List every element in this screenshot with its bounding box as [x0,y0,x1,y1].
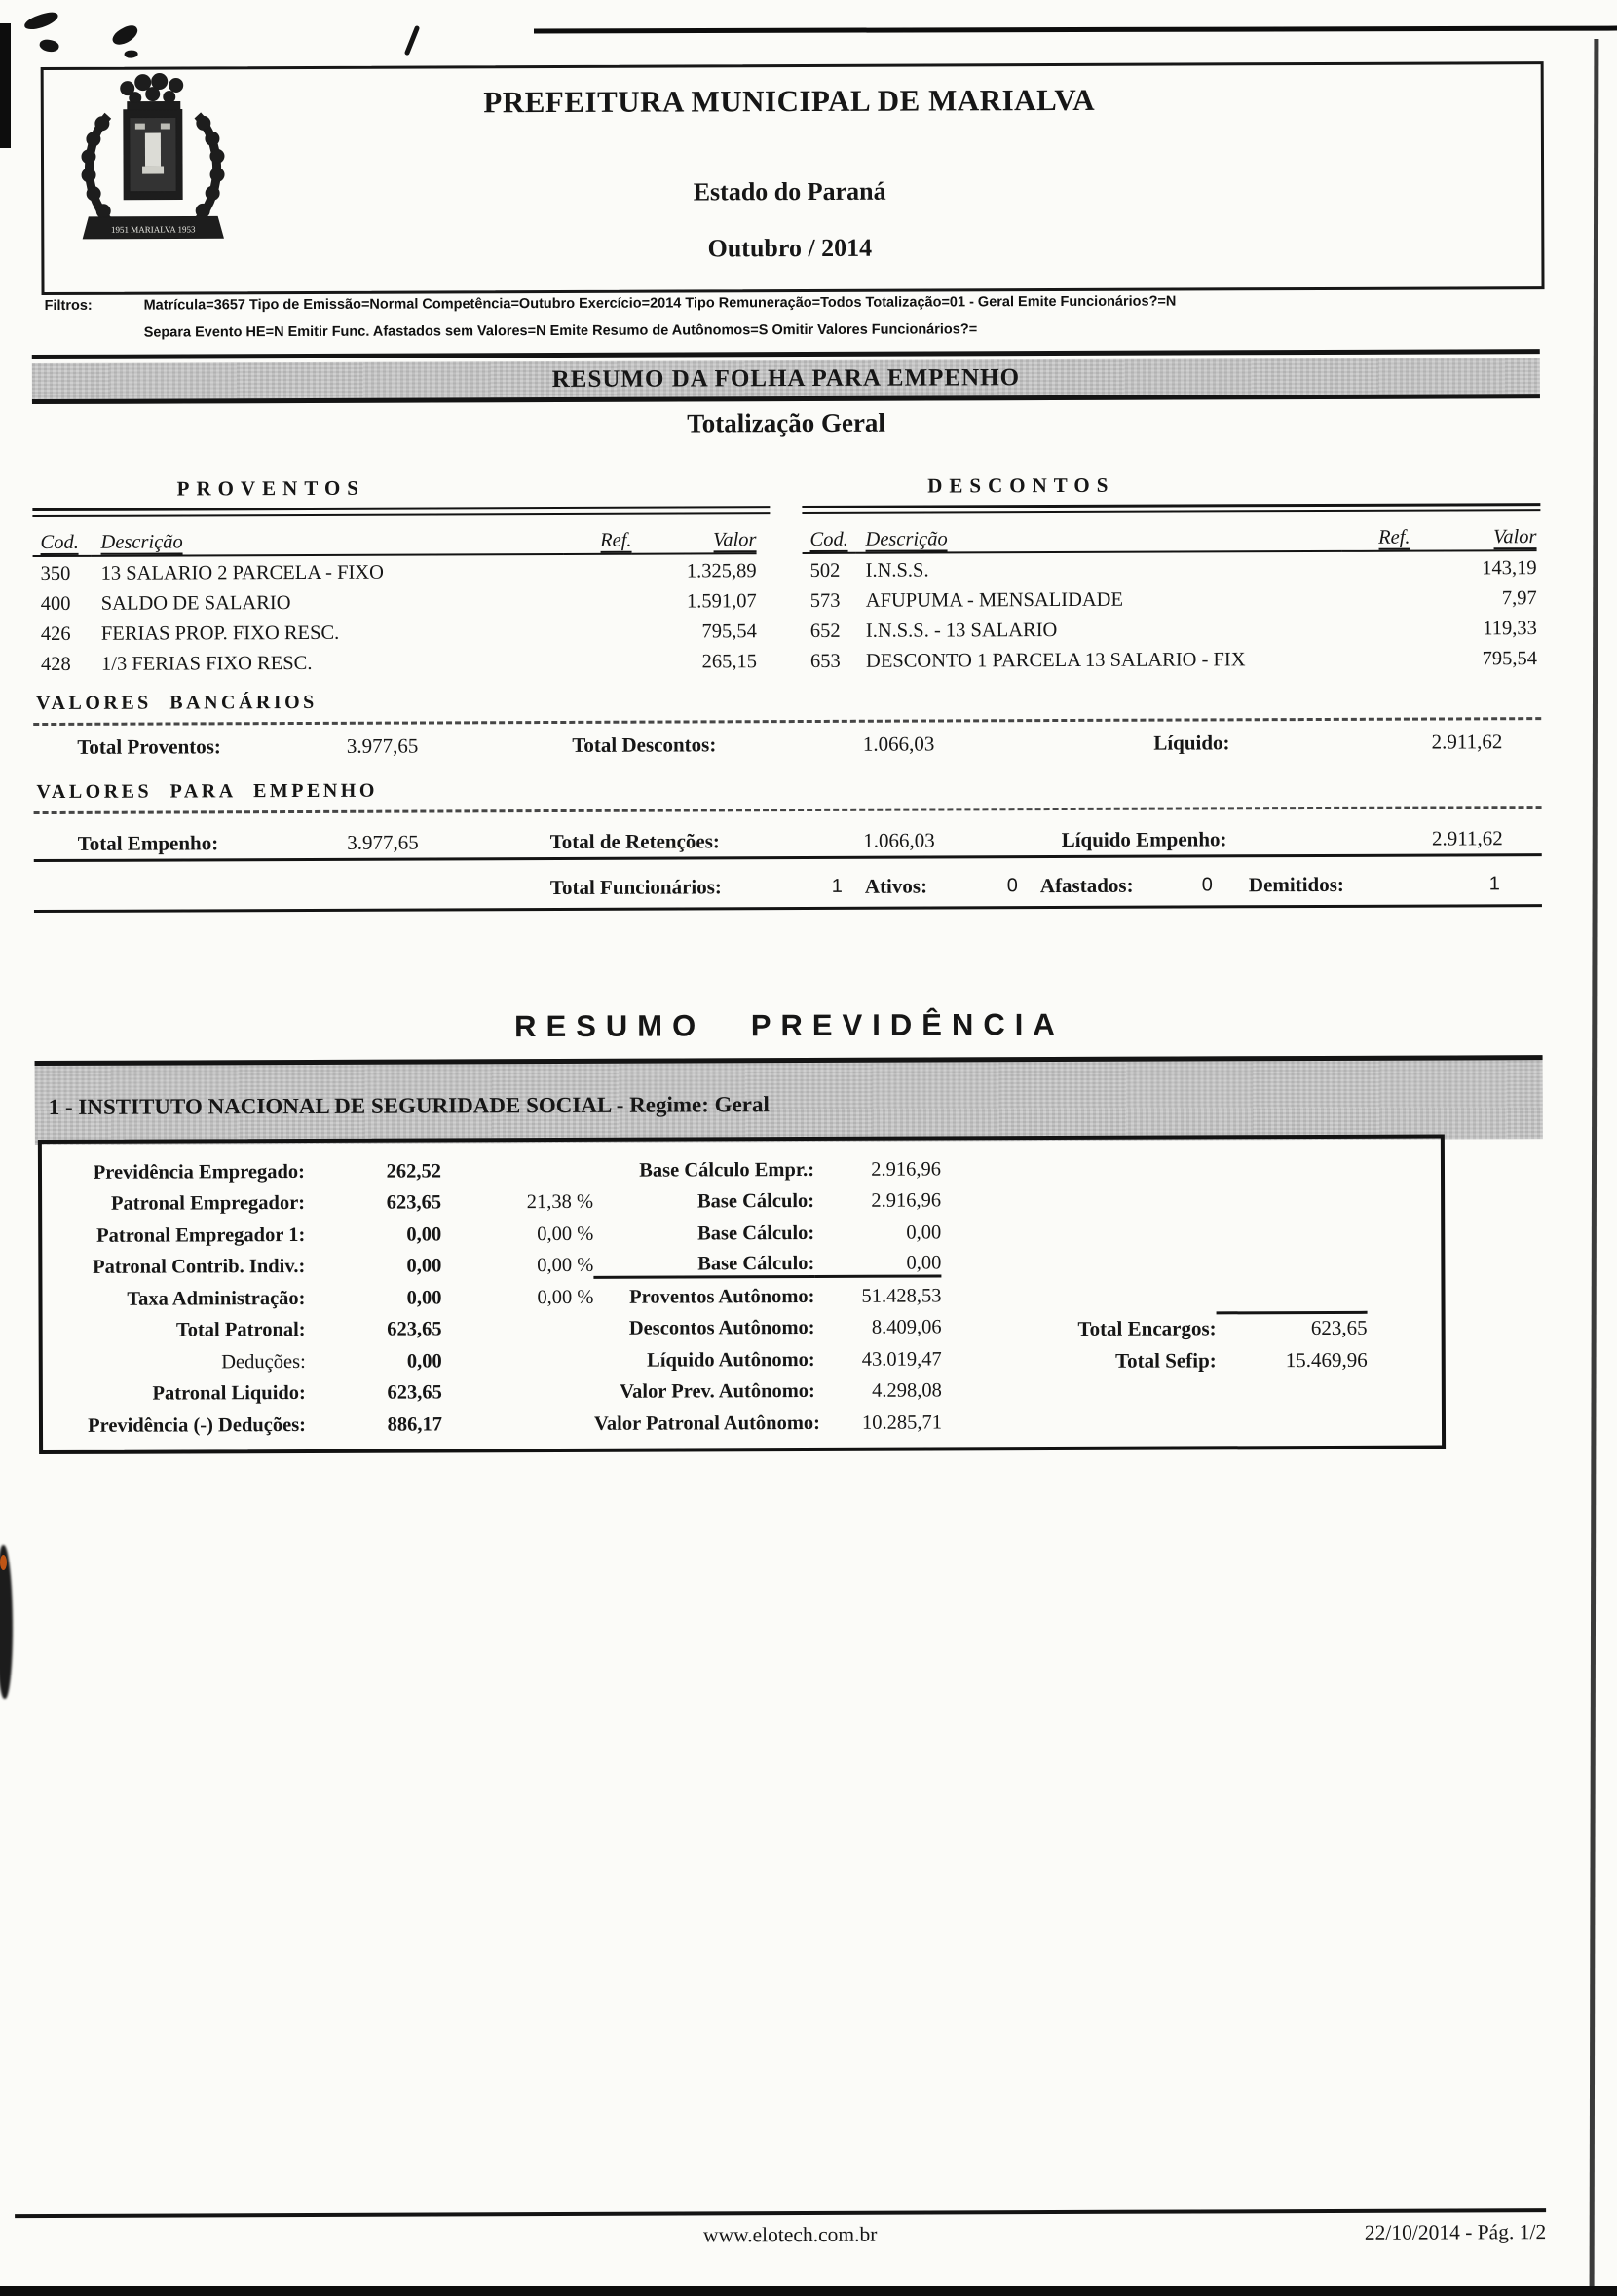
state-subtitle: Estado do Paraná [693,176,886,207]
descontos-top-rule [802,503,1540,514]
pen-mark [404,25,421,56]
prev-pct: 0,00 % [537,1223,594,1245]
prev-mid-label: Valor Prev. Autônomo: [620,1380,815,1403]
prev-value: 0,00 [406,1287,442,1309]
solid-divider [34,853,1542,862]
total-proventos-value: 3.977,65 [346,734,419,758]
page-title: PREFEITURA MUNICIPAL DE MARIALVA [483,82,1096,120]
column-header-valor: Valor [631,529,756,554]
resumo-previdencia-title: RESUMO PREVIDÊNCIA [514,1006,1065,1044]
prev-mid-label: Proventos Autônomo: [629,1285,815,1308]
table-row [33,586,771,620]
prev-label: Deduções: [221,1350,306,1374]
previdencia-row [43,1406,1442,1443]
previdencia-row [42,1152,1441,1189]
prev-mid-value: 0,00 [906,1222,942,1244]
dashed-divider [34,806,1542,814]
total-encargos-value: 623,65 [1310,1315,1368,1340]
prev-pct: 0,00 % [537,1255,594,1277]
total-funcionarios-value: 1 [831,875,843,897]
liquido-value: 2.911,62 [1431,730,1503,754]
pen-mark [39,38,60,54]
column-header-ref: Ref. [1341,526,1410,551]
column-header-ref: Ref. [563,529,631,554]
column-header-descricao: Descrição [855,526,1341,553]
proventos-title: PROVENTOS [176,475,366,501]
cell-valor: 795,54 [701,621,757,643]
prev-label: Total Patronal: [175,1319,306,1341]
prev-value: 886,17 [387,1413,443,1436]
filters-line-2: Separa Evento HE=N Emitir Func. Afastados sem Valores=N Emite Resumo de Autônomos=S Omitir Valores Funcionários?= [143,321,978,341]
prev-mid-value: 10.285,71 [861,1411,943,1434]
previdencia-row [42,1279,1441,1316]
dashed-divider [33,717,1541,726]
coat-of-arms-ribbon-text: 1951 MARIALVA 1953 [111,224,196,235]
descontos-header-row [802,523,1540,556]
cell-cod: 426 [40,622,71,646]
cell-descricao: I.N.S.S. [865,559,929,582]
previdencia-banner [35,1055,1543,1145]
filters-line-1: Matrícula=3657 Tipo de Emissão=Normal Competência=Outubro Exercício=2014 Tipo Remuneração=Todos Totalização=01 - Geral Emite Funcionários?=N [143,293,1177,314]
demitidos-label: Demitidos: [1248,872,1344,897]
prev-mid-label: Base Cálculo Empr.: [639,1158,815,1182]
previdencia-row [42,1216,1441,1253]
prev-pct [442,1361,594,1362]
prev-pct [442,1393,594,1394]
scan-artifact-left-bar [0,23,11,148]
previdencia-row [42,1247,1441,1284]
column-header-descricao: Descrição [91,529,563,556]
previdencia-banner-text: 1 - INSTITUTO NACIONAL DE SEGURIDADE SOCIAL - Regime: Geral [48,1092,770,1119]
afastados-value: 0 [1201,874,1213,896]
footer-date-page: 22/10/2014 - Pág. 1/2 [1364,2220,1547,2244]
prev-value: 623,65 [386,1191,442,1214]
prev-value: 0,00 [406,1223,442,1246]
proventos-top-rule [32,506,770,517]
cell-valor: 1.325,89 [686,560,757,583]
table-row [33,556,771,589]
cell-descricao: 13 SALARIO 2 PARCELA - FIXO [100,561,384,584]
ativos-label: Ativos: [864,874,928,898]
liquido-empenho-value: 2.911,62 [1431,826,1503,850]
prev-mid-value: 2.916,96 [871,1189,942,1213]
total-proventos-label: Total Proventos: [77,734,221,759]
liquido-label: Líquido: [1153,731,1230,755]
period-label: Outubro / 2014 [707,233,873,263]
prev-label: Patronal Contrib. Indiv.: [92,1256,306,1279]
prev-pct [442,1330,594,1331]
prev-label: Patronal Liquido: [152,1382,306,1405]
total-descontos-value: 1.066,03 [862,732,935,756]
previdencia-row [43,1374,1442,1411]
footer-rule [15,2208,1546,2218]
prev-mid-value: 4.298,08 [872,1379,942,1403]
cell-descricao: 1/3 FERIAS FIXO RESC. [100,652,313,675]
table-row [33,647,771,680]
prev-mid-value: 2.916,96 [871,1158,942,1181]
prev-mid-label: Descontos Autônomo: [628,1317,815,1339]
prev-label: Previdência Empregado: [93,1160,306,1184]
cell-cod: 350 [40,562,71,585]
demitidos-value: 1 [1488,873,1500,895]
cell-cod: 428 [40,653,71,676]
cell-cod: 502 [809,559,841,582]
proventos-header-row [32,526,770,559]
cell-descricao: I.N.S.S. - 13 SALARIO [865,620,1058,642]
prev-pct [442,1424,594,1425]
prev-label: Patronal Empregador: [110,1192,306,1216]
totalization-title: Totalização Geral [687,407,885,438]
cell-cod: 573 [809,589,841,612]
total-descontos-label: Total Descontos: [572,733,717,757]
previdencia-box [38,1134,1446,1454]
cell-descricao: DESCONTO 1 PARCELA 13 SALARIO - FIX [865,649,1246,672]
prev-mid-value: 8.409,06 [871,1316,942,1339]
prev-value: 262,52 [386,1160,442,1183]
pen-mark [22,10,59,33]
cell-valor: 119,33 [1483,618,1537,640]
prev-pct: 0,00 % [537,1286,594,1308]
prev-mid-label: Base Cálculo: [696,1190,815,1213]
prev-value: 0,00 [406,1350,442,1373]
cell-cod: 400 [40,592,71,616]
summary-banner: RESUMO DA FOLHA PARA EMPENHO [32,358,1540,404]
ativos-value: 0 [1006,875,1018,897]
prev-pct: 21,38 % [526,1191,594,1214]
valores-empenho-title: VALORES PARA EMPENHO [36,779,378,804]
prev-mid-label: Base Cálculo: [593,1253,814,1279]
pen-mark [125,51,138,58]
total-retencoes-label: Total de Retenções: [549,829,720,854]
cell-valor: 265,15 [701,651,758,673]
pen-mark [110,22,141,48]
total-empenho-label: Total Empenho: [77,831,219,855]
previdencia-row [42,1184,1441,1221]
proventos-table [32,526,771,680]
descontos-table [802,523,1541,677]
cell-descricao: AFUPUMA - MENSALIDADE [865,588,1124,612]
scan-artifact-bottom-bar [0,2286,1617,2296]
prev-label: Patronal Empregador 1: [96,1223,306,1247]
cell-valor: 7,97 [1501,587,1537,610]
footer-website: www.elotech.com.br [702,2222,878,2247]
prev-mid-value: 51.428,53 [861,1285,942,1307]
column-header-cod: Cod. [32,531,91,556]
column-header-valor: Valor [1410,526,1536,551]
total-empenho-value: 3.977,65 [347,830,419,854]
filters-label: Filtros: [44,297,93,315]
column-header-cod: Cod. [802,528,855,553]
scan-artifact-orange-speck [0,1555,7,1570]
table-row [33,617,771,650]
prev-value: 623,65 [387,1318,442,1340]
descontos-title: DESCONTOS [927,472,1115,498]
afastados-label: Afastados: [1039,873,1134,898]
cell-valor: 1.591,07 [686,590,757,613]
total-funcionarios-label: Total Funcionários: [549,875,722,900]
prev-value: 0,00 [406,1255,442,1277]
cell-cod: 652 [809,620,841,642]
prev-mid-label: Base Cálculo: [697,1222,815,1245]
solid-divider [34,904,1542,913]
cell-valor: 143,19 [1482,557,1537,580]
encargos-total-rule [1217,1311,1368,1315]
cell-descricao: FERIAS PROP. FIXO RESC. [100,621,340,645]
table-row [803,644,1541,677]
table-row [803,614,1541,647]
prev-mid-label: Líquido Autônomo: [647,1348,815,1372]
prev-mid-label: Valor Patronal Autônomo: [593,1411,821,1435]
prev-label: Taxa Administração: [127,1287,306,1310]
prev-mid-value: 43.019,47 [861,1348,942,1371]
cell-descricao: SALDO DE SALARIO [100,592,291,615]
prev-mid-value: 0,00 [814,1252,941,1277]
prev-value: 623,65 [387,1381,442,1404]
cell-valor: 795,54 [1482,648,1538,670]
total-sefip-label: Total Sefip: [1115,1348,1217,1373]
prev-pct [441,1171,593,1172]
total-sefip-value: 15.469,96 [1285,1347,1368,1373]
table-row [803,583,1541,617]
cell-cod: 653 [809,650,841,672]
liquido-empenho-label: Líquido Empenho: [1061,827,1227,852]
table-row [803,553,1541,586]
valores-bancarios-title: VALORES BANCÁRIOS [36,691,318,715]
total-retencoes-value: 1.066,03 [863,828,935,852]
total-encargos-label: Total Encargos: [1077,1316,1217,1340]
prev-label: Previdência (-) Deduções: [88,1413,307,1437]
